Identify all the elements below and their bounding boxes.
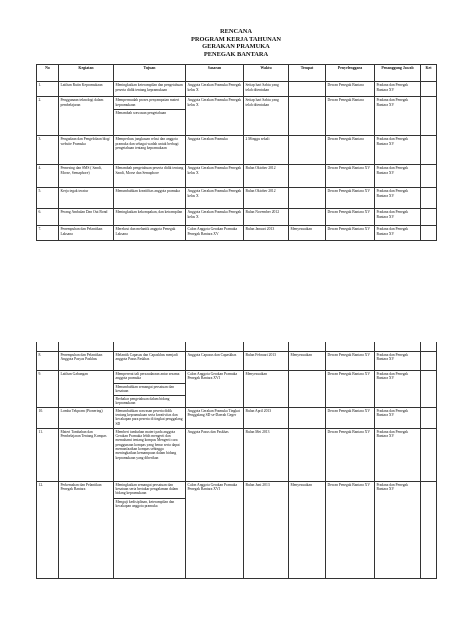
cell-tempat [289,136,326,165]
cell-waktu: Bulan Oktober 2012 [244,165,289,188]
table-row [37,481,437,578]
cell-sasaran: Anggota Pasus dan Paskhas [186,428,244,481]
table-row [37,407,437,428]
cell-kegiatan: Perkemahan dan Pelantikan Penegak Bantara [59,481,114,578]
header-tempat: Tempat [289,65,326,82]
cell-ket [421,165,437,188]
table-row [37,352,437,371]
table-header-row [37,65,437,82]
cell-waktu: Menyesuaikan [244,371,289,408]
table-row [37,342,437,352]
cell-sasaran: Anggota Gerakan Pramuka Penegak kelas X [186,82,244,97]
cell-ket [421,428,437,481]
cell-ket [421,352,437,371]
cell-tempat [289,97,326,136]
cell-no: 11. [37,428,59,481]
cell-penyelenggara: Dewan Penegak Bantara XV [326,481,375,578]
cell-penyelenggara: Dewan Penegak Bantara XV [326,371,375,408]
table-row [37,188,437,209]
table-row [37,209,437,226]
cell-tujuan: Menumbuhkan wawasan peserta didik tentang kepramukaan serta kreativitas dan kecakapan para peserta di tingkat penggalang SD [114,407,186,428]
cell-sasaran: Calon Anggota Gerakan Pramuka Penegak Bantara XVI [186,481,244,578]
cell-penyelenggara: Dewan Penegak Bantara XV [326,209,375,226]
cell-tujuan: Meningkatkan keterampilan dan pengetahuan peserta didik tentang kepramukaan [114,82,186,97]
cell-penyelenggara: Dewan Penegak Bantara [326,97,375,136]
cell-tempat: Menyesuaikan [289,481,326,578]
cell-tujuan-part-2: Menguji kedisiplinan, keterampilan dan kecakapan anggota pramuka [114,498,185,509]
table-row [37,226,437,241]
cell-penanggung-jawab: Pradana dan Penegak Bantara XV [375,352,421,371]
cell-penyelenggara [326,342,375,352]
cell-tujuan-part-2: Menumbuhkan semangat persatuan dan kesatuan [114,383,185,394]
cell-tempat [289,428,326,481]
cell-tempat [289,209,326,226]
cell-waktu: Bulan Juni 2013 [244,481,289,578]
table-row [37,82,437,97]
cell-penanggung-jawab [375,342,421,352]
cell-sasaran [186,342,244,352]
cell-sasaran: Anggota Capasus dan Capaskhas [186,352,244,371]
cell-tujuan [114,97,186,136]
header-waktu: Waktu [244,65,289,82]
document-page-2 [36,342,436,579]
cell-no: 1. [37,82,59,97]
title-line-1: RENCANA [220,28,252,35]
table-row [37,165,437,188]
program-table-page-1 [36,64,437,241]
cell-kegiatan: Latihan Gabungan [59,371,114,408]
cell-no: 5. [37,188,59,209]
cell-ket [421,407,437,428]
cell-ket [421,136,437,165]
table-row [37,97,437,136]
cell-penanggung-jawab: Pradana dan Penegak Bantara XV [375,407,421,428]
cell-penyelenggara: Dewan Penegak Bantara XV [326,407,375,428]
cell-penyelenggara: Dewan Penegak Bantara XV [326,188,375,209]
header-kegiatan: Kegiatan [59,65,114,82]
cell-sasaran: Anggota Gerakan Pramuka Penegak kelas X [186,165,244,188]
cell-penanggung-jawab: Pradana dan Penegak Bantara XV [375,188,421,209]
cell-tujuan-part-3: Berbakar pengetahuan dalam bidang kepramukaan [114,395,185,406]
cell-penanggung-jawab: Pradana dan Penegak Bantara XV [375,165,421,188]
cell-tujuan: Memberi tambahan materi pada anggota Gerakan Pramuka lebih mengerti dan memahami tentang kompas Mengerti cara penggunaan kompas yang benar serta dapat memanfaatkan kompas sehingga meningkatkan kemampuan dalam bidang kepramukaan yang diberikan [114,428,186,481]
cell-tempat [289,188,326,209]
cell-tempat [289,342,326,352]
cell-tujuan: Melantik Capasus dan Capaskhas menjadi anggota Pasus Paskhas [114,352,186,371]
cell-penyelenggara: Dewan Penegak Bantara XV [326,428,375,481]
cell-penanggung-jawab: Pradana dan Penegak Bantara XV [375,136,421,165]
cell-no: 3. [37,136,59,165]
cell-sasaran: Anggota Gerakan Pramuka [186,136,244,165]
cell-kegiatan: Latihan Rutin Kepramukaan [59,82,114,97]
cell-ket [421,209,437,226]
cell-sasaran: Anggota Gerakan Pramuka Penegak kelas X [186,188,244,209]
cell-tujuan-part-1: Meningkatkan semangat persatuan dan kesatuan serta bertukar pengalaman dalam bidang kepramukaan [115,482,179,496]
cell-tempat: Menyesuaikan [289,352,326,371]
cell-no [37,342,59,352]
header-tujuan: Tujuan [114,65,186,82]
cell-kegiatan [59,342,114,352]
cell-waktu: Bulan April 2013 [244,407,289,428]
cell-tujuan: Menambah pengetahuan peserta didik tentang Sandi, Morse dan Semaphore [114,165,186,188]
header-no: No [37,65,59,82]
title-line-4: PENEGAK BANTARA [203,50,269,58]
cell-ket [421,342,437,352]
cell-kegiatan: Penggunaan teknologi dalam pembelajaran [59,97,114,136]
header-penyelenggara: Penyelenggara [326,65,375,82]
cell-no: 6. [37,209,59,226]
cell-kegiatan: Penempuhan dan Pelantikan Laksana [59,226,114,241]
cell-penanggung-jawab: Pradana dan Penegak Bantara XV [375,97,421,136]
cell-waktu: Bulan Oktober 2012 [244,188,289,209]
cell-kegiatan: Lomba Tekpram (Pionering) [59,407,114,428]
cell-kegiatan: Pengadaan dan Pengelolaan blog/ website Pramuka [59,136,114,165]
cell-kegiatan: Perang Ambalan Dan Out Bond [59,209,114,226]
cell-tujuan: Meningkatkan kekompakan, dan ketrampilan [114,209,186,226]
cell-penyelenggara: Dewan Penegak Bantara XV [326,352,375,371]
header-ket: Ket [421,65,437,82]
cell-tempat [289,371,326,408]
cell-sasaran: Anggota Gerakan Pramuka Tingkat Penggalang SD se-Daerah Geger [186,407,244,428]
cell-kegiatan: Pemesing dan SMS ( Sandi, Morse, Semaphore) [59,165,114,188]
cell-ket [421,188,437,209]
cell-no: 12. [37,481,59,578]
table-row [37,428,437,481]
cell-waktu: Bulan Februari 2013 [244,352,289,371]
cell-kegiatan: Penempuhan dan Pelantikan Anggota Pasyas Paskhas [59,352,114,371]
cell-no: 10. [37,407,59,428]
cell-ket [421,97,437,136]
cell-penyelenggara: Dewan Penegak Bantara [326,82,375,97]
cell-tujuan-part-1: Mempermudah proses penyampaian materi kepramukaan [115,98,180,107]
cell-penanggung-jawab: Pradana dan Penegak Bantara XV [375,481,421,578]
cell-ket [421,82,437,97]
document-page-1 [36,28,436,241]
cell-sasaran: Anggota Gerakan Pramuka Penegak kelas X [186,209,244,226]
cell-no: 7. [37,226,59,241]
cell-waktu: Setiap hari Sabtu yang telah ditentukan [244,97,289,136]
cell-penanggung-jawab: Pradana dan Penegak Bantara XV [375,209,421,226]
header-sasaran: Sasaran [186,65,244,82]
cell-tujuan [114,342,186,352]
cell-tempat [289,165,326,188]
cell-kegiatan: Kerja tegak teratur [59,188,114,209]
cell-penanggung-jawab: Pradana dan Penegak Bantara XV [375,371,421,408]
table-row [37,136,437,165]
cell-waktu: Bulan Januari 2013 [244,226,289,241]
cell-penyelenggara: Dewan Penegak Bantara [326,136,375,165]
cell-ket [421,371,437,408]
cell-tempat: Menyesuaikan [289,226,326,241]
cell-tujuan: Memperluas jangkauan relasi dan anggota pramuka dan sebagai wadah untuk berbagi pengetahuan tentang kepramukaan [114,136,186,165]
cell-sasaran: Calon Anggota Gerakan Pramuka Penegak Bantara XV [186,226,244,241]
cell-tempat [289,407,326,428]
cell-waktu: 2 Minggu sekali [244,136,289,165]
cell-penanggung-jawab: Pradana dan Penegak Bantara XV [375,428,421,481]
cell-penyelenggara: Dewan Penegak Bantara XV [326,165,375,188]
cell-tujuan-part-2: Menambah wawasan pengetahuan [114,109,185,115]
cell-waktu: Bulan November 2012 [244,209,289,226]
cell-ket [421,481,437,578]
cell-tujuan: Menumbuhkan kreatifitas anggota pramuka [114,188,186,209]
header-penanggung-jawab: Penanggung Jawab [375,65,421,82]
cell-waktu [244,342,289,352]
cell-kegiatan: Materi Tambahan dan Pembelajaran Tentang Kompas [59,428,114,481]
cell-no: 8. [37,352,59,371]
cell-tujuan [114,371,186,408]
cell-tujuan [114,481,186,578]
cell-tujuan: Merekrut dan melantik anggota Penegak Laksana [114,226,186,241]
cell-sasaran: Calon Anggota Gerakan Pramuka Penegak Bantara XVI [186,371,244,408]
cell-tujuan-part-1: Mempererat tali persaudaraan antar sesama anggota pramuka [115,372,180,381]
table-row [37,371,437,408]
cell-no: 9. [37,371,59,408]
cell-no: 2. [37,97,59,136]
cell-penanggung-jawab: Pradana dan Penegak Bantara XV [375,226,421,241]
title-line-3: GERAKAN PRAMUKA [202,43,270,51]
cell-tempat [289,82,326,97]
cell-waktu: Bulan Mei 2013 [244,428,289,481]
cell-sasaran: Anggota Gerakan Pramuka Penegak kelas X [186,97,244,136]
program-table-page-2 [36,342,437,579]
cell-penyelenggara: Dewan Penegak Bantara XV [326,226,375,241]
document-title [36,28,436,58]
cell-penanggung-jawab: Pradana dan Penegak Bantara XV [375,82,421,97]
title-line-2: PROGRAM KERJA TAHUNAN [191,35,281,43]
cell-waktu: Setiap hari Sabtu yang telah ditentukan [244,82,289,97]
cell-ket [421,226,437,241]
cell-no: 4. [37,165,59,188]
